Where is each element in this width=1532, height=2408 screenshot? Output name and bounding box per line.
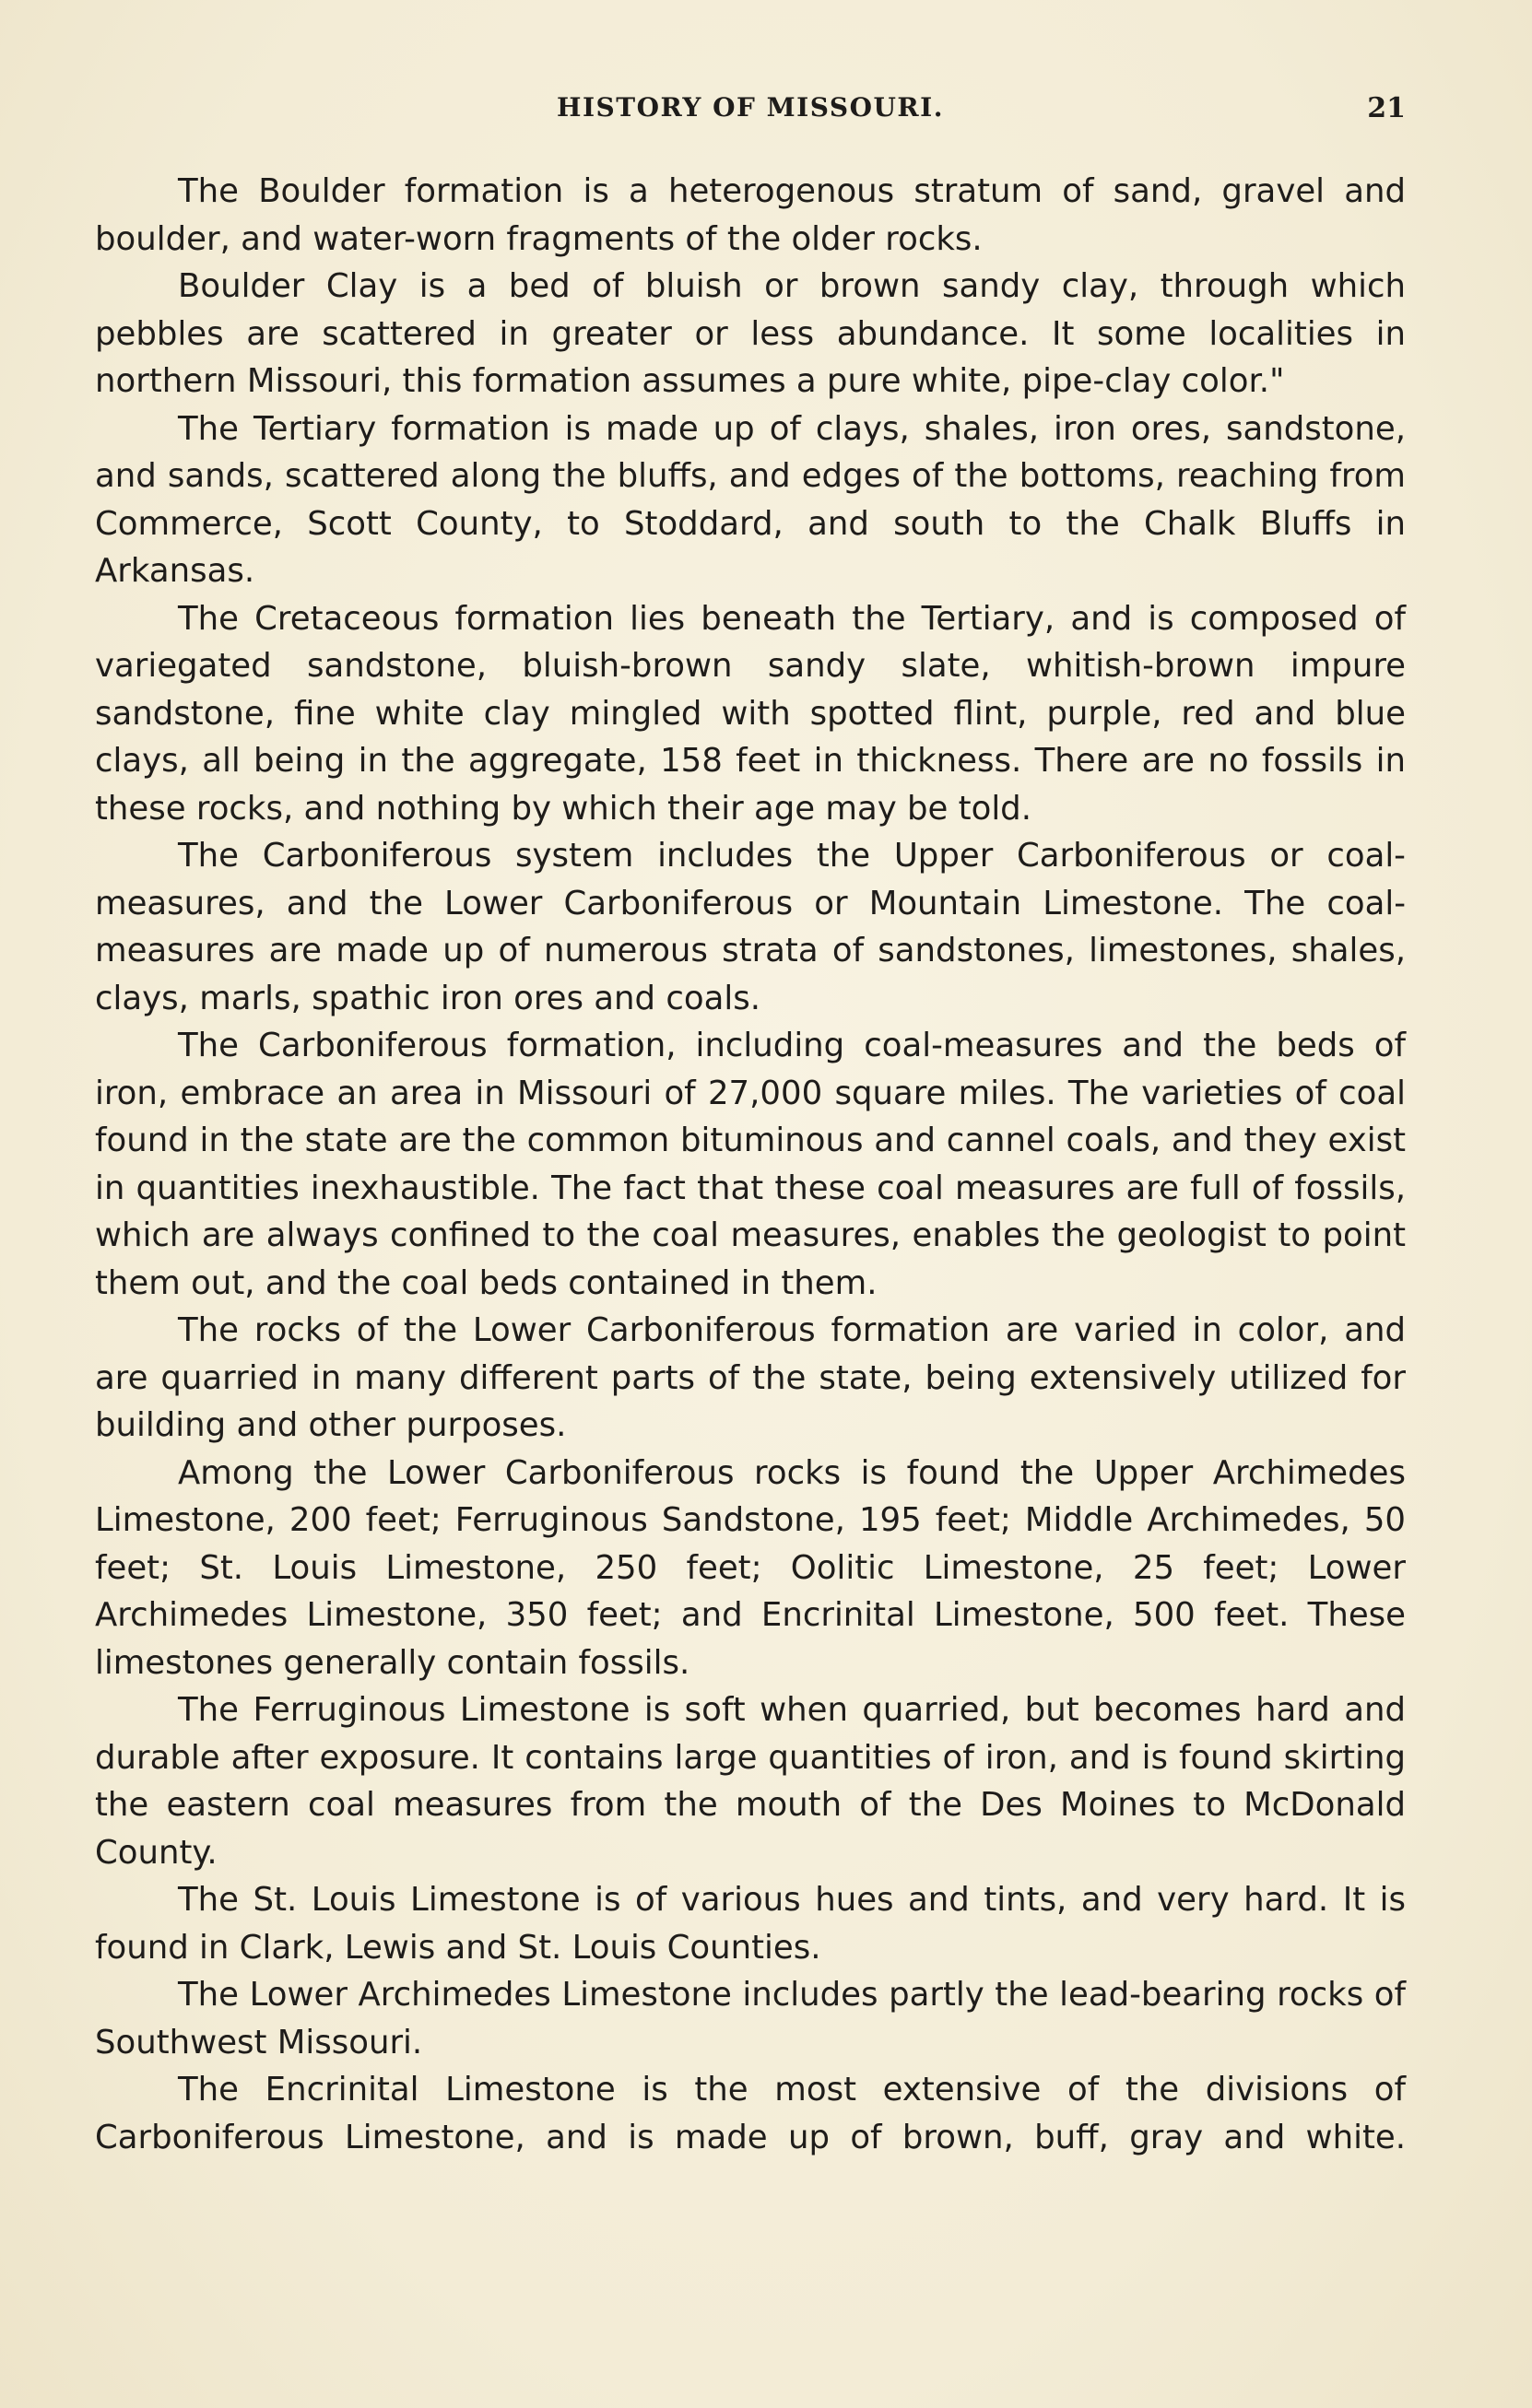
paragraph-tertiary-formation: The Tertiary formation is made up of clays, shales, iron ores, sandstone, and sands, scattered along the bluffs, and edges of the bottoms, reaching from Commerce, Scott County, to Stoddard, and south to the Chalk Bluffs in Arkansas. — [95, 409, 1406, 590]
paragraph-lower-archimedes-limestone: The Lower Archimedes Limestone includes partly the lead-bearing rocks of Southwest Missouri. — [95, 1976, 1406, 2061]
paragraph-limestone-strata: Among the Lower Carboniferous rocks is found the Upper Archimedes Limestone, 200 feet; Ferruginous Sandstone, 195 feet; Middle Archimedes, 50 feet; St. Louis Limestone, 250 feet; Oolitic Limestone, 25 feet; Lower Archimedes Limestone, 350 feet; and Encrinital Limestone, 500 feet. These limestones generally contain fossils. — [95, 1453, 1406, 1682]
paragraph-carboniferous-system: The Carboniferous system includes the Upper Carboniferous or coal-measures, and the Lower Carboniferous or Mountain Limestone. The coal-measures are made up of numerous strata of sandstones, limestones, shales, clays, marls, spathic iron ores and coals. — [95, 837, 1406, 1017]
paragraph-carboniferous-area: The Carboniferous formation, including coal-measures and the beds of iron, embrace an area in Missouri of 27,000 square miles. The varieties of coal found in the state are the common bituminous and cannel coals, and they exist in quantities inexhaustible. The fact that these coal measures are full of fossils, which are always confined to the coal measures, enables the geologist to point them out, and the coal beds contained in them. — [95, 1027, 1406, 1302]
page-number: 21 — [1367, 92, 1406, 124]
paragraph-encrinital-limestone: The Encrinital Limestone is the most extensive of the divisions of Carboniferous Limestone, and is made up of brown, buff, gray and white. — [95, 2071, 1406, 2156]
paragraph-cretaceous-formation: The Cretaceous formation lies beneath the Tertiary, and is composed of variegated sandstone, bluish-brown sandy slate, whitish-brown impure sandstone, fine white clay mingled with spotted flint, purple, red and blue clays, all being in the aggregate, 158 feet in thickness. There are no fossils in these rocks, and nothing by which their age may be told. — [95, 599, 1406, 828]
paragraph-boulder-formation: The Boulder formation is a heterogenous stratum of sand, gravel and boulder, and water-worn fragments of the older rocks. — [95, 172, 1406, 258]
running-head — [95, 92, 1406, 138]
text-body — [95, 168, 1406, 2161]
paragraph-ferruginous-limestone: The Ferruginous Limestone is soft when quarried, but becomes hard and durable after exposure. It contains large quantities of iron, and is found skirting the eastern coal measures from the mouth of the Des Moines to McDonald County. — [95, 1691, 1406, 1872]
paragraph-st-louis-limestone: The St. Louis Limestone is of various hues and tints, and very hard. It is found in Clark, Lewis and St. Louis Counties. — [95, 1881, 1406, 1967]
running-title: HISTORY OF MISSOURI. — [556, 92, 944, 123]
paragraph-lower-carboniferous-rocks: The rocks of the Lower Carboniferous formation are varied in color, and are quarried in many different parts of the state, being extensively utilized for building and other purposes. — [95, 1311, 1406, 1444]
paragraph-boulder-clay: Boulder Clay is a bed of bluish or brown sandy clay, through which pebbles are scattered in greater or less abundance. It some localities in northern Missouri, this formation assumes a pure white, pipe-clay color." — [95, 267, 1406, 400]
